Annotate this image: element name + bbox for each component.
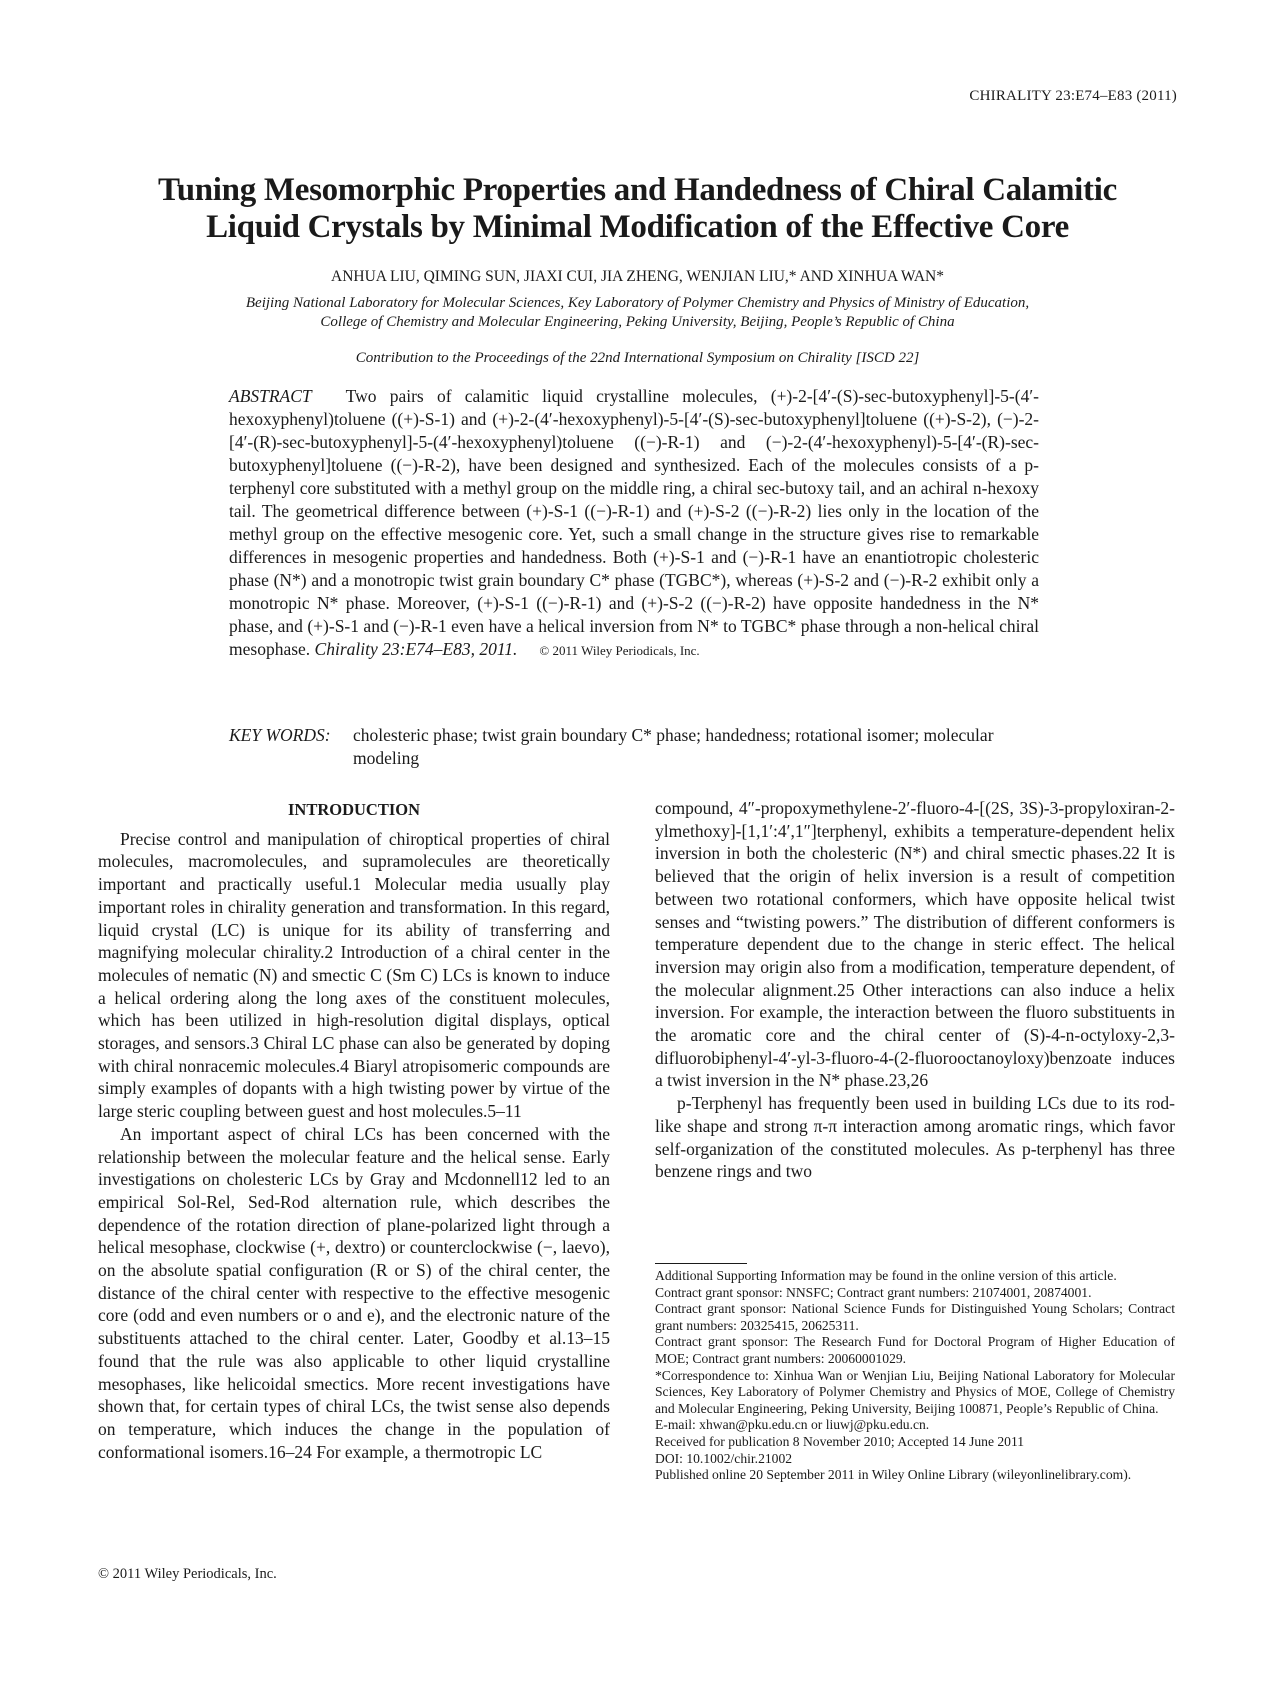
abstract-label: ABSTRACT — [229, 386, 312, 406]
intro-paragraph-4: p-Terphenyl has frequently been used in building LCs due to its rod-like shape and strong π-π interaction among aromatic rings, which favor self-organization of the constituted molecules. As p-terphenyl has three benzene rings and two — [655, 1093, 1175, 1182]
author-list: ANHUA LIU, QIMING SUN, JIAXI CUI, JIA ZHENG, WENJIAN LIU,* AND XINHUA WAN* — [331, 268, 944, 285]
affiliation-line-1: Beijing National Laboratory for Molecular Sciences, Key Laboratory of Polymer Chemistry and Physics of Ministry of Education, — [245, 295, 1030, 311]
intro-paragraph-3: compound, 4″-propoxymethylene-2′-fluoro-4-[(2S, 3S)-3-propyloxiran-2-ylmethoxy]-[1,1′:4′,1″]terphenyl, exhibits a temperature-dependent helix inversion in both the cholesteric (N*) and chiral smectic phases.22 It is believed that the origin of helix inversion is a result of competition between two rotational conformers, which have opposite helical twist senses and “twisting powers.” The distribution of different conformers is temperature dependent due to the change in steric effect. The helical inversion may origin also from a modification, temperature dependent, of the molecular alignment.25 Other interactions can also induce a helix inversion. For example, the interaction between the fluoro substituents in the aromatic core and the chiral center of (S)-4-n-octyloxy-2,3-difluorobiphenyl-4′-yl-3-fluoro-4-(2-fluorooctanoyloxy)benzoate induces a twist inversion in the N* phase.23,26 — [655, 798, 1175, 1091]
footnote-grant-2: Contract grant sponsor: National Science Funds for Distinguished Young Scholars; Contract grant numbers: 20325415, 20625311. — [655, 1301, 1175, 1333]
footnote-grant-3: Contract grant sponsor: The Research Fund for Doctoral Program of Higher Education of MOE; Contract grant numbers: 20060001029. — [655, 1334, 1175, 1366]
abstract — [229, 385, 1039, 662]
footnotes — [655, 1263, 1175, 1484]
title-line-2: Liquid Crystals by Minimal Modification of the Effective Core — [206, 209, 1069, 245]
keywords-text: cholesteric phase; twist grain boundary C* phase; handedness; rotational isomer; molecular modeling — [353, 725, 994, 768]
right-column — [655, 797, 1175, 1183]
affiliation — [60, 294, 1215, 332]
left-column — [98, 797, 610, 1463]
introduction-heading: INTRODUCTION — [287, 800, 421, 819]
footnote-doi: DOI: 10.1002/chir.21002 — [655, 1450, 793, 1466]
footnote-email: E-mail: xhwan@pku.edu.cn or liuwj@pku.edu.cn. — [655, 1417, 930, 1433]
journal-reference: CHIRALITY 23:E74–E83 (2011) — [969, 88, 1177, 104]
abstract-copyright: © 2011 Wiley Periodicals, Inc. — [539, 643, 700, 658]
title-line-1: Tuning Mesomorphic Properties and Handedness of Chiral Calamitic — [158, 172, 1117, 208]
page-footer-copyright: © 2011 Wiley Periodicals, Inc. — [98, 1566, 277, 1582]
proceedings-note: Contribution to the Proceedings of the 22nd International Symposium on Chirality [ISCD 22] — [355, 350, 920, 366]
footnote-published: Published online 20 September 2011 in Wiley Online Library (wileyonlinelibrary.com). — [655, 1467, 1132, 1483]
intro-paragraph-2: An important aspect of chiral LCs has been concerned with the relationship between the molecular feature and the helical sense. Early investigations on cholesteric LCs by Gray and Mcdonnell12 led to an empirical Sol-Rel, Sed-Rod alternation rule, which describes the dependence of the rotation direction of plane-polarized light through a helical mesophase, clockwise (+, dextro) or counterclockwise (−, laevo), on the absolute spatial configuration (R or S) of the chiral center, the distance of the chiral center with respective to the effective mesogenic core (odd and even numbers or o and e), and the electronic nature of the substituents attached to the chiral center. Later, Goodby et al.13–15 found that the rule was also applicable to other liquid crystalline mesophases, like helicoidal smectics. More recent investigations have shown that, for certain types of chiral LCs, the twist sense also depends on temperature, which induces the change in the population of conformational isomers.16–24 For example, a thermotropic LC — [98, 1123, 610, 1462]
footnote-rule — [655, 1263, 747, 1264]
intro-paragraph-1: Precise control and manipulation of chiroptical properties of chiral molecules, macromolecules, and supramolecules are theoretically important and practically useful.1 Molecular media usually play important roles in chirality generation and transformation. In this regard, liquid crystal (LC) is unique for its ability of transferring and magnifying molecular chirality.2 Introduction of a chiral center in the molecules of nematic (N) and smectic C (Sm C) LCs is known to induce a helical ordering along the long axes of the constituent molecules, which has been utilized in high-resolution digital displays, optical storages, and sensors.3 Chiral LC phase can also be generated by doping with chiral nonracemic molecules.4 Biaryl atropisomeric compounds are simply examples of dopants with a high twisting power by virtue of the large steric coupling between guest and host molecules.5–11 — [98, 828, 610, 1122]
abstract-citation: Chirality 23:E74–E83, 2011. — [314, 639, 518, 659]
footnote-grant-1: Contract grant sponsor: NNSFC; Contract grant numbers: 21074001, 20874001. — [655, 1284, 1092, 1300]
keywords-label: KEY WORDS: — [229, 725, 331, 745]
keywords — [229, 724, 1039, 770]
footnote-supporting-info: Additional Supporting Information may be found in the online version of this article. — [655, 1268, 1117, 1283]
article-title — [60, 172, 1215, 246]
affiliation-line-2: College of Chemistry and Molecular Engineering, Peking University, Beijing, People’s Republic of China — [320, 314, 955, 330]
footnote-received: Received for publication 8 November 2010; Accepted 14 June 2011 — [655, 1433, 1025, 1449]
footnote-correspondence: *Correspondence to: Xinhua Wan or Wenjian Liu, Beijing National Laboratory for Molecular Sciences, Key Laboratory of Polymer Chemistry and Physics of MOE, College of Chemistry and Molecular Engineering, Peking University, Beijing 100871, People’s Republic of China. — [655, 1367, 1175, 1416]
abstract-text: Two pairs of calamitic liquid crystalline molecules, (+)-2-[4′-(S)-sec-butoxyphenyl]-5-(4′-hexoxyphenyl)toluene ((+)-S-1) and (+)-2-(4′-hexoxyphenyl)-5-[4′-(S)-sec-butoxyphenyl]toluene ((+)-S-2), (−)-2-[4′-(R)-sec-butoxyphenyl]-5-(4′-hexoxyphenyl)toluene ((−)-R-1) and (−)-2-(4′-hexoxyphenyl)-5-[4′-(R)-sec-butoxyphenyl]toluene ((−)-R-2), have been designed and synthesized. Each of the molecules consists of a p-terphenyl core substituted with a methyl group on the middle ring, a chiral sec-butoxy tail, and an achiral n-hexoxy tail. The geometrical difference between (+)-S-1 ((−)-R-1) and (+)-S-2 ((−)-R-2) lies only in the location of the methyl group on the effective mesogenic core. Yet, such a small change in the structure gives rise to remarkable differences in mesogenic properties and handedness. Both (+)-S-1 and (−)-R-1 have an enantiotropic cholesteric phase (N*) and a monotropic twist grain boundary C* phase (TGBC*), whereas (+)-S-2 and (−)-R-2 exhibit only a monotropic N* phase. Moreover, (+)-S-1 ((−)-R-1) and (+)-S-2 ((−)-R-2) have opposite handedness in the N* phase, and (+)-S-1 and (−)-R-1 even have a helical inversion from N* to TGBC* phase through a non-helical chiral mesophase. — [229, 386, 1039, 659]
